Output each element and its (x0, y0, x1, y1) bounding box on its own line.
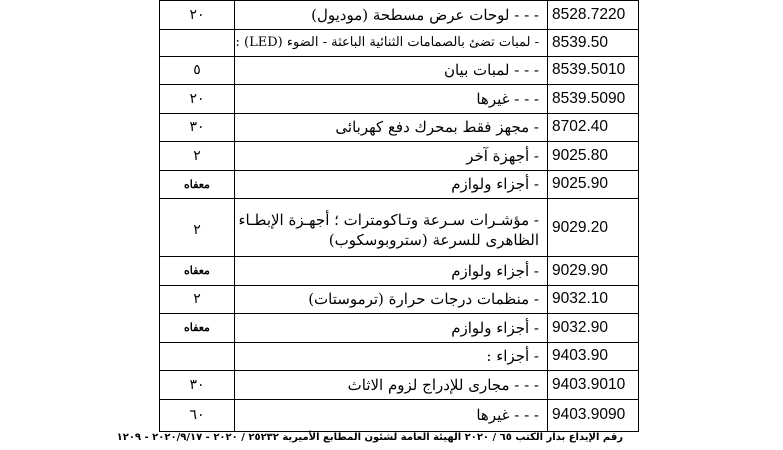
table-row (160, 29, 639, 56)
duty-rate-cell: معفاه (160, 170, 235, 199)
duty-rate-cell: ٢ (160, 142, 235, 171)
table-row (160, 1, 639, 30)
table-row (160, 285, 639, 314)
tariff-code-cell: 8539.50 (548, 29, 639, 56)
table-row (160, 170, 639, 199)
tariff-code-cell: 8539.5010 (548, 56, 639, 85)
table-row (160, 314, 639, 343)
description-cell: - مجهز فقط بمحرك دفع كهربائى (235, 113, 548, 142)
tariff-code-cell: 8528.7220 (548, 1, 639, 30)
description-cell: - - - غيرها (235, 85, 548, 114)
tariff-code-cell: 9403.9090 (548, 399, 639, 431)
table-row (160, 371, 639, 400)
table-row (160, 142, 639, 171)
tariff-code-cell: 9032.10 (548, 285, 639, 314)
duty-rate-cell: ٦٠ (160, 399, 235, 431)
duty-rate-cell: ٣٠ (160, 113, 235, 142)
table-row (160, 257, 639, 286)
duty-rate-cell: ٢ (160, 285, 235, 314)
table-row (160, 85, 639, 114)
description-cell: - - - غيرها (235, 399, 548, 431)
duty-rate-cell: ٢ (160, 199, 235, 257)
duty-rate-cell (160, 29, 235, 56)
tariff-code-cell: 9025.90 (548, 170, 639, 199)
duty-rate-cell: ٣٠ (160, 371, 235, 400)
duty-rate-cell: معفاه (160, 314, 235, 343)
description-cell: - - - لوحات عرض مسطحة (موديول) (235, 1, 548, 30)
duty-rate-cell: ٢٠ (160, 85, 235, 114)
tariff-code-cell: 9025.80 (548, 142, 639, 171)
table-row (160, 399, 639, 431)
description-cell: - مؤشـرات سـرعة وتـاكومترات ؛ أجهـزة الإبطـاء الظاهرى للسرعة (ستروبوسكوب) (235, 199, 548, 257)
table-row (160, 56, 639, 85)
duty-rate-cell: ٥ (160, 56, 235, 85)
duty-rate-cell (160, 342, 235, 371)
duty-rate-cell: معفاه (160, 257, 235, 286)
description-cell: - منظمات درجات حرارة (ترموستات) (235, 285, 548, 314)
description-cell: - - - لمبات بيان (235, 56, 548, 85)
tariff-table (159, 0, 639, 432)
tariff-code-cell: 8702.40 (548, 113, 639, 142)
table-row (160, 113, 639, 142)
description-cell: - أجزاء ولوازم (235, 170, 548, 199)
description-cell: - لمبات تضئ بالصمامات الثنائية الباعثة - الضوء (LED) : (235, 29, 548, 56)
description-cell: - أجزاء ولوازم (235, 314, 548, 343)
table-row (160, 342, 639, 371)
publication-footer: رقم الإيداع بدار الكتب ٦٥ / ٢٠٢٠ الهيئة العامة لشئون المطابع الأميرية ٢٥٢٣٢ / ٢٠٢٠ - ٢٠٢٠/٩/١٧ - ١٢٠٩ (116, 432, 623, 443)
tariff-code-cell: 9032.90 (548, 314, 639, 343)
tariff-code-cell: 9403.90 (548, 342, 639, 371)
tariff-code-cell: 9029.20 (548, 199, 639, 257)
description-cell: - أجزاء ولوازم (235, 257, 548, 286)
description-cell: - أجهزة آخر (235, 142, 548, 171)
table-row (160, 199, 639, 257)
tariff-code-cell: 9029.90 (548, 257, 639, 286)
duty-rate-cell: ٢٠ (160, 1, 235, 30)
tariff-code-cell: 8539.5090 (548, 85, 639, 114)
description-cell: - - - مجارى للإدراج لزوم الاثاث (235, 371, 548, 400)
description-cell: - أجزاء : (235, 342, 548, 371)
tariff-code-cell: 9403.9010 (548, 371, 639, 400)
